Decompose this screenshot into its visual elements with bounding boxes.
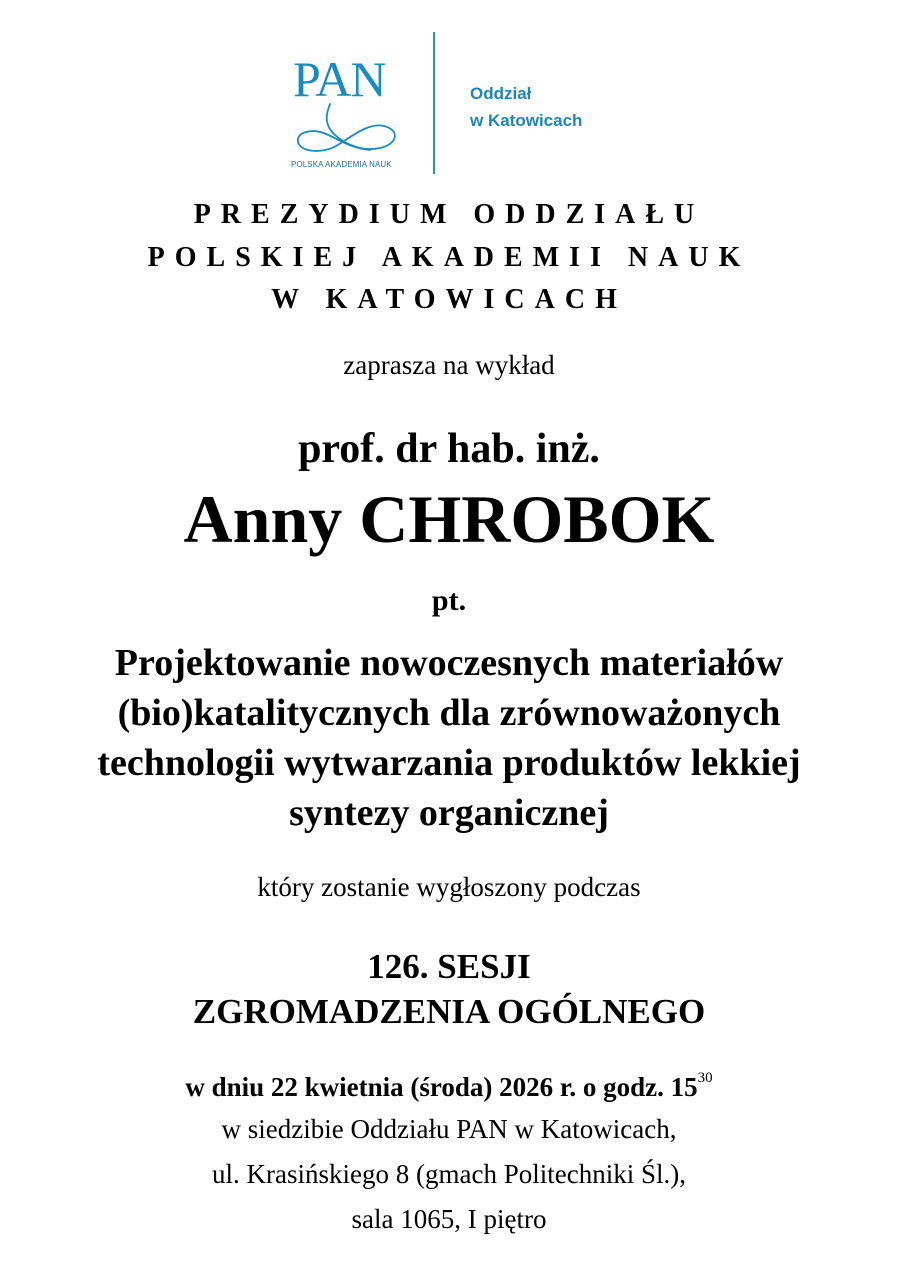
lecture-title-line2: (bio)katalitycznych dla zrównoważonych [117, 692, 781, 734]
branch-name [470, 80, 582, 134]
session-line1: 126. SESJI [367, 947, 531, 986]
pan-emblem [288, 51, 408, 184]
event-place: w siedzibie Oddziału PAN w Katowicach, [221, 1114, 677, 1144]
pan-logo [288, 32, 618, 174]
pan-logo-letters: PAN [293, 51, 386, 107]
invite-text: zaprasza na wykład [343, 350, 555, 380]
branch-name-line2: w Katowicach [470, 111, 583, 130]
speaker-title: prof. dr hab. inż. [298, 426, 600, 472]
lecture-title-line1: Projektowanie nowoczesnych materiałów [114, 642, 784, 684]
event-room: sala 1065, I piętro [351, 1204, 547, 1234]
header-line3: W KATOWICACH [271, 284, 627, 315]
lecture-title-line4: syntezy organicznej [289, 792, 609, 834]
event-date-text: w dniu 22 kwietnia (środa) 2026 r. o godz. 15 [185, 1072, 698, 1102]
event-address: ul. Krasińskiego 8 (gmach Politechniki Śl.), [212, 1159, 686, 1189]
event-time-minutes: 30 [697, 1070, 713, 1086]
pan-logo-subtitle: POLSKA AKADEMIA NAUK [291, 160, 392, 169]
header-line2: POLSKIEJ AKADEMII NAUK [147, 242, 751, 273]
delivered-text: który zostanie wygłoszony podczas [257, 872, 641, 902]
infinity-swirl-icon [290, 102, 405, 162]
lecture-title-line3: technologii wytwarzania produktów lekkiej [97, 742, 801, 784]
session-line2: ZGROMADZENIA OGÓLNEGO [192, 992, 706, 1031]
speaker-name: Anny CHROBOK [183, 481, 715, 557]
branch-name-line1: Oddział [470, 84, 532, 103]
logo-divider [433, 32, 435, 174]
pt-label: pt. [431, 584, 467, 617]
event-date [0, 1060, 898, 1110]
header-line1: PREZYDIUM ODDZIAŁU [193, 199, 705, 230]
